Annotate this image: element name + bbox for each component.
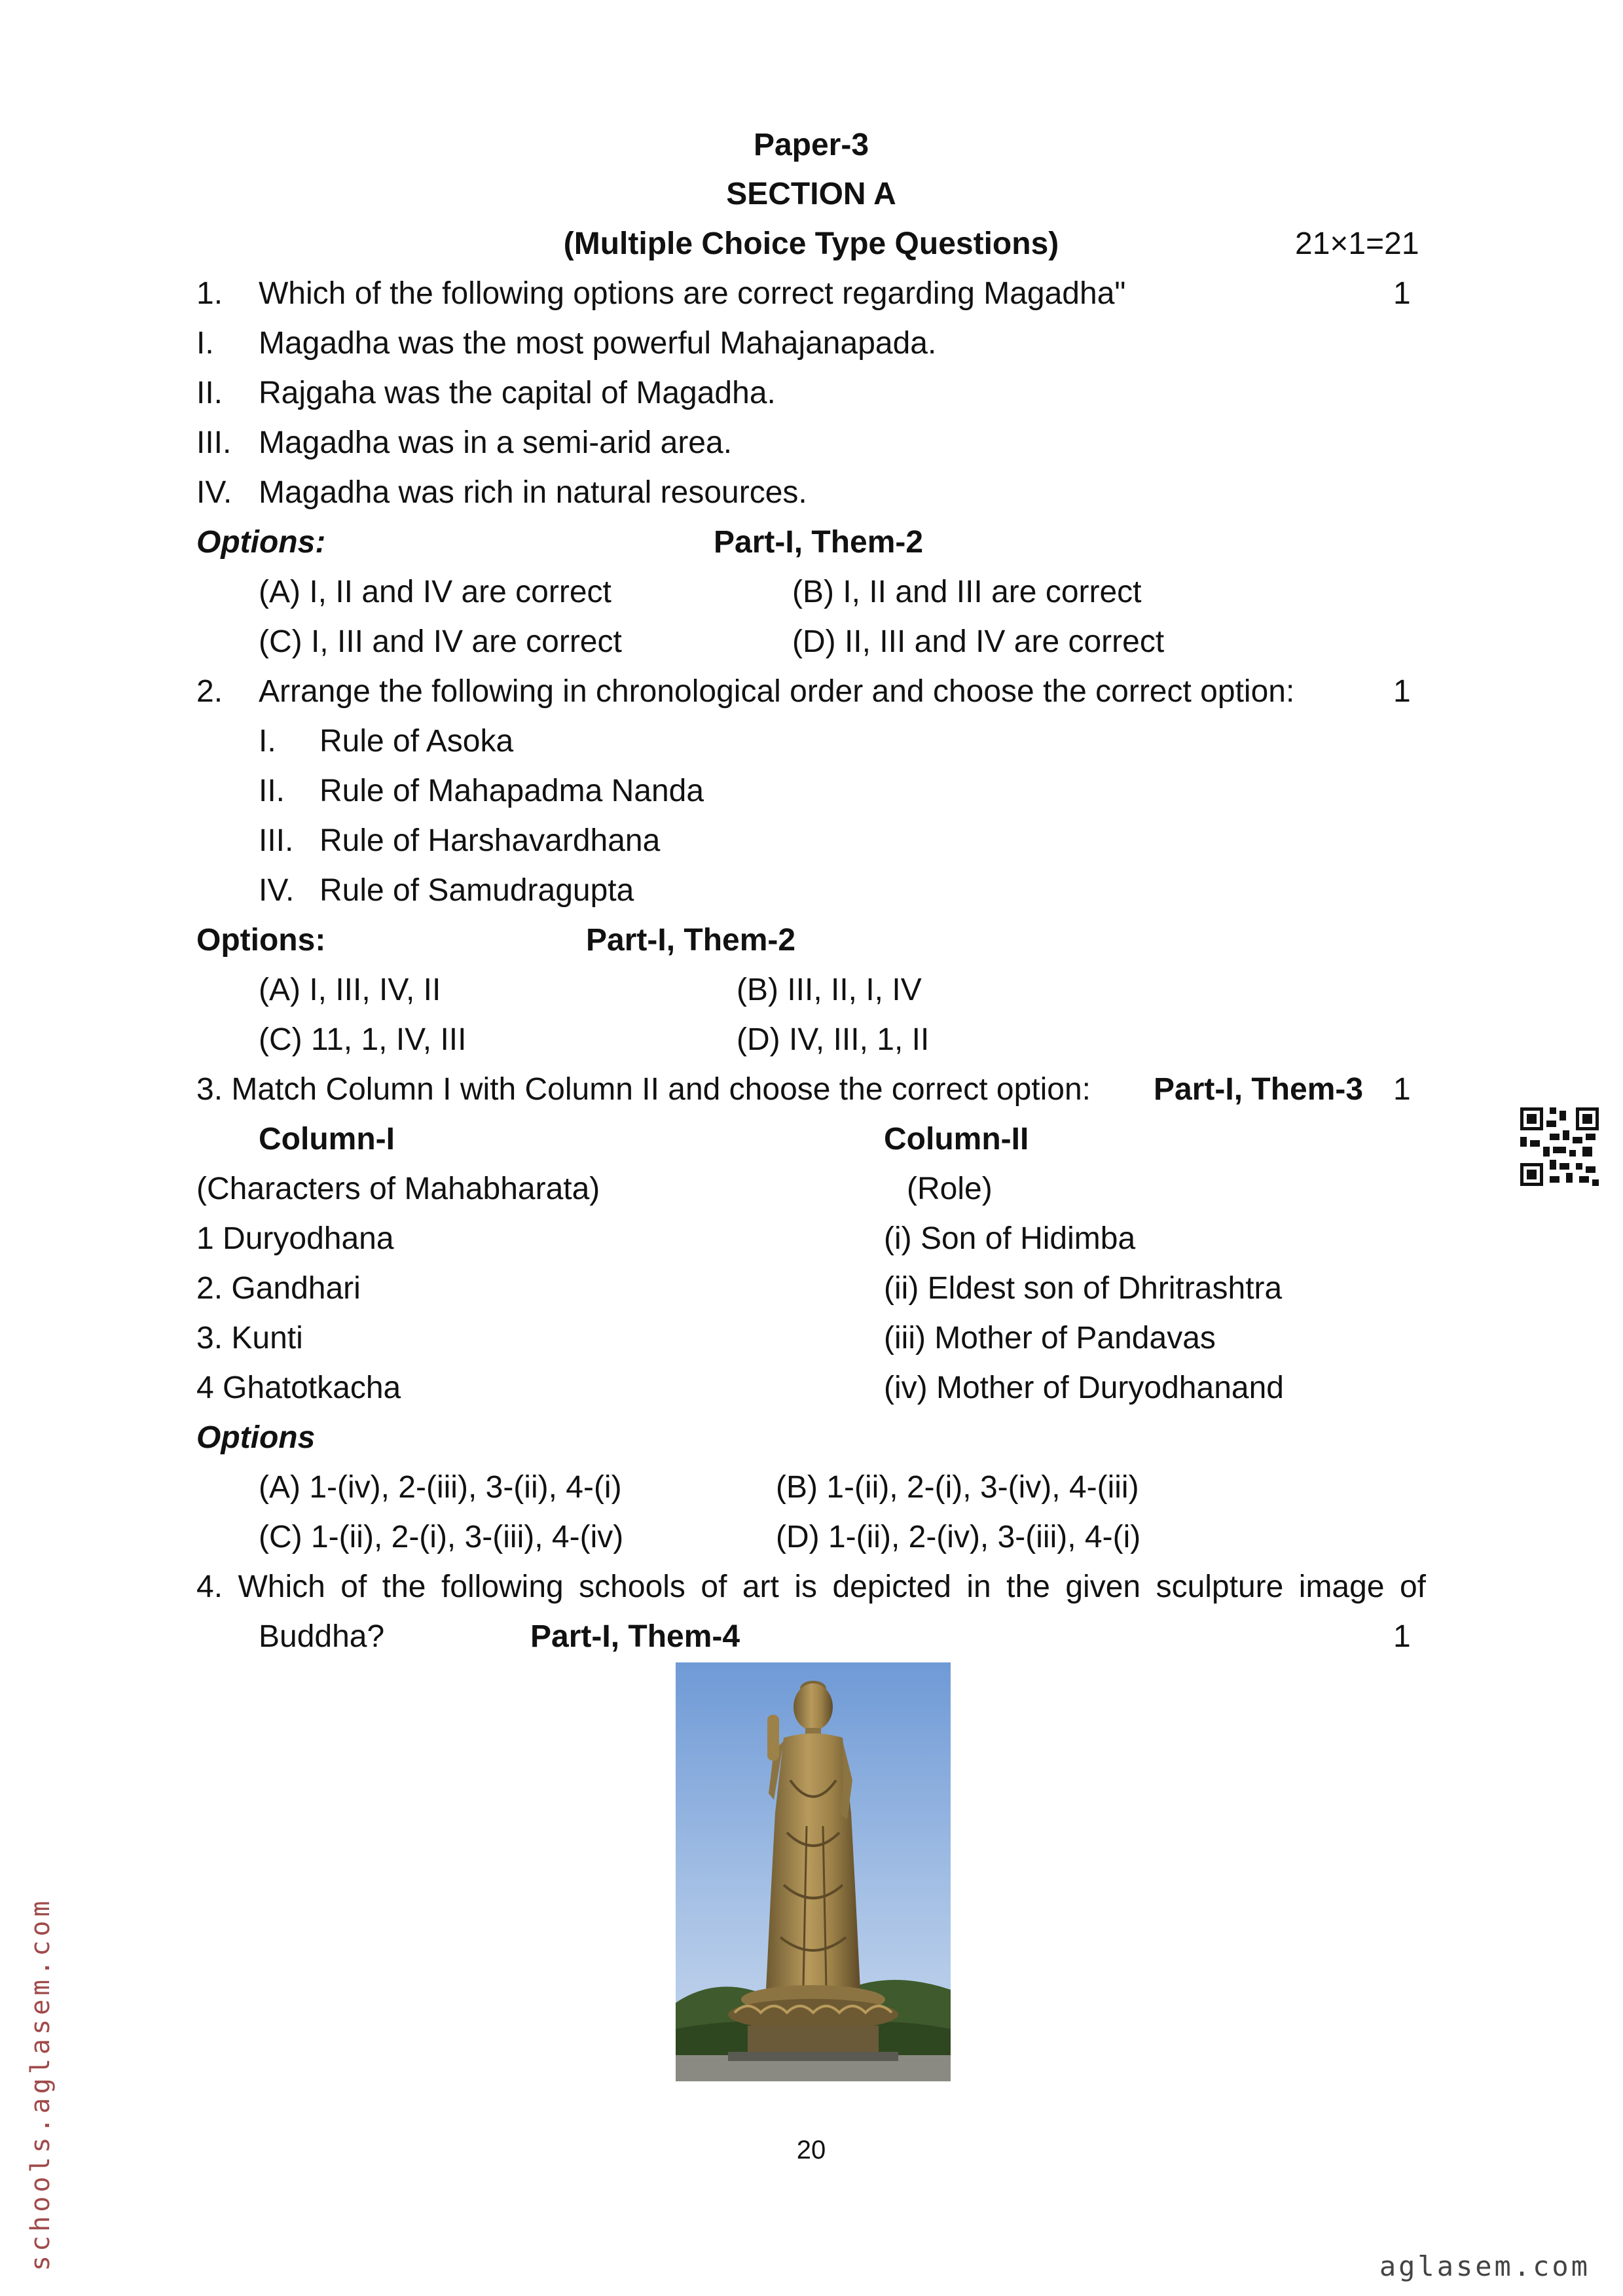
section-title: SECTION A [726, 177, 896, 211]
q2-options-label: Options: [196, 923, 326, 958]
q3-right-item: (ii) Eldest son of Dhritrashtra [884, 1271, 1283, 1306]
q2-option-c: (C) 11, 1, IV, III [259, 1022, 467, 1057]
q3-column-1-heading: Column-I [259, 1122, 395, 1157]
q3-option-c: (C) 1-(ii), 2-(i), 3-(iii), 4-(iv) [259, 1520, 624, 1554]
q1-option-a: (A) I, II and IV are correct [259, 575, 611, 609]
q2-item-num: III. [259, 823, 294, 858]
q1-statement-num: III. [196, 425, 232, 460]
q1-marks: 1 [1393, 276, 1411, 311]
footer-watermark: aglasem.com [1379, 2250, 1590, 2282]
q2-item-text: Rule of Asoka [319, 724, 514, 759]
q4-text-line-1: 4. Which of the following schools of art is depicted in the given sculpture image of [196, 1570, 1426, 1604]
q2-number: 2. [196, 674, 223, 709]
q3-option-b: (B) 1-(ii), 2-(i), 3-(iv), 4-(iii) [776, 1470, 1139, 1505]
q1-statement-num: II. [196, 376, 223, 410]
q3-option-a: (A) 1-(iv), 2-(iii), 3-(ii), 4-(i) [259, 1470, 622, 1505]
q3-left-item: 4 Ghatotkacha [196, 1371, 401, 1405]
q1-statement-text: Magadha was the most powerful Mahajanapada. [259, 326, 937, 361]
paper-title: Paper-3 [753, 128, 869, 162]
q3-left-item: 1 Duryodhana [196, 1221, 394, 1256]
q3-right-item: (iv) Mother of Duryodhanand [884, 1371, 1284, 1405]
q3-column-2-subheading: (Role) [907, 1172, 993, 1206]
q2-item-text: Rule of Samudragupta [319, 873, 634, 908]
q1-reference: Part-I, Them-2 [714, 525, 924, 560]
q1-option-b: (B) I, II and III are correct [792, 575, 1142, 609]
q2-item-num: I. [259, 724, 276, 759]
section-subtitle: (Multiple Choice Type Questions) [563, 226, 1059, 261]
q3-text: 3. Match Column I with Column II and choose the correct option: [196, 1072, 1091, 1107]
side-watermark: schools.aglasem.com [26, 1897, 56, 2271]
q1-option-c: (C) I, III and IV are correct [259, 624, 622, 659]
q1-text: Which of the following options are correct regarding Magadha" [259, 276, 1126, 311]
q4-reference: Part-I, Them-4 [530, 1619, 740, 1654]
q3-left-item: 3. Kunti [196, 1321, 303, 1355]
q2-item-text: Rule of Harshavardhana [319, 823, 661, 858]
page-number: 20 [796, 2136, 826, 2164]
q3-option-d: (D) 1-(ii), 2-(iv), 3-(iii), 4-(i) [776, 1520, 1141, 1554]
q2-option-d: (D) IV, III, 1, II [737, 1022, 930, 1057]
q2-reference: Part-I, Them-2 [586, 923, 796, 958]
q1-statement-num: IV. [196, 475, 232, 510]
q1-option-d: (D) II, III and IV are correct [792, 624, 1165, 659]
q1-statement-text: Rajgaha was the capital of Magadha. [259, 376, 776, 410]
q1-statement-text: Magadha was in a semi-arid area. [259, 425, 733, 460]
q3-reference: Part-I, Them-3 [1154, 1072, 1364, 1107]
q3-marks: 1 [1393, 1072, 1411, 1107]
q1-statement-num: I. [196, 326, 214, 361]
q2-item-num: IV. [259, 873, 295, 908]
q2-option-a: (A) I, III, IV, II [259, 973, 441, 1007]
q3-options-label: Options [196, 1420, 316, 1455]
q3-column-2-heading: Column-II [884, 1122, 1029, 1157]
q3-right-item: (i) Son of Hidimba [884, 1221, 1136, 1256]
marks-total: 21×1=21 [1295, 226, 1419, 261]
buddha-sculpture-image [676, 1662, 951, 2081]
q4-text-line-2: Buddha? [259, 1619, 385, 1654]
q1-number: 1. [196, 276, 223, 311]
q2-text: Arrange the following in chronological order and choose the correct option: [259, 674, 1295, 709]
q4-marks: 1 [1393, 1619, 1411, 1654]
q2-marks: 1 [1393, 674, 1411, 709]
q1-statement-text: Magadha was rich in natural resources. [259, 475, 807, 510]
q2-item-num: II. [259, 774, 285, 808]
q2-item-text: Rule of Mahapadma Nanda [319, 774, 704, 808]
q2-option-b: (B) III, II, I, IV [737, 973, 922, 1007]
q3-right-item: (iii) Mother of Pandavas [884, 1321, 1216, 1355]
q3-left-item: 2. Gandhari [196, 1271, 361, 1306]
q1-options-label: Options: [196, 525, 326, 560]
qr-code[interactable] [1520, 1107, 1599, 1186]
q3-column-1-subheading: (Characters of Mahabharata) [196, 1172, 600, 1206]
